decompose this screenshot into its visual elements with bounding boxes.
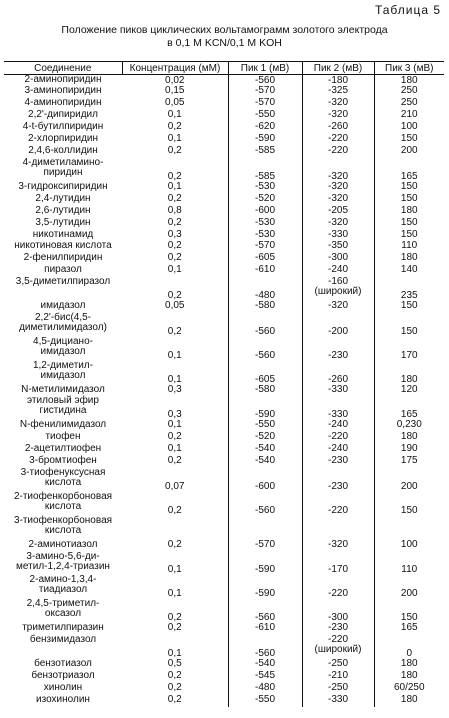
cell-compound: бензимидазол: [29, 634, 97, 646]
header-compound: Соединение: [4, 62, 122, 75]
cell-peak-2: -260: [302, 122, 374, 134]
cell-peak-2: -320: [302, 182, 374, 194]
cell-peak-1: -520: [228, 194, 302, 206]
cell-peak-3: 175: [374, 456, 444, 468]
cell-compound: 3-тиофенуксусная кислота: [20, 467, 106, 489]
cell-peak-3: 60/250: [374, 683, 444, 695]
table-row: [4, 695, 444, 707]
cell-peak-3: 180: [374, 75, 444, 87]
cell-peak-1: -590: [228, 134, 302, 146]
cell-compound: 3-амино-5,6-ди- метил-1,2,4-триазин: [16, 550, 110, 572]
cell-peak-3: 150: [374, 134, 444, 146]
cell-peak-1: -530: [228, 182, 302, 194]
cell-peak-3: 150: [374, 182, 444, 194]
cell-concentration: 0,1: [167, 109, 182, 121]
cell-peak-3: 150: [374, 230, 444, 242]
cell-compound: 2-тиофенкорбоновая кислота: [13, 490, 113, 512]
cell-compound: никотинамид: [32, 228, 94, 240]
cell-peak-3: 170: [374, 337, 444, 361]
cell-peak-3: 250: [374, 98, 444, 110]
table-row: [4, 683, 444, 695]
cell-peak-2: -320: [302, 110, 374, 122]
cell-compound: 2,2'-бис(4,5- диметилимидазол): [19, 311, 107, 333]
cell-concentration: 0,8: [167, 204, 182, 216]
cell-peak-1: -620: [228, 122, 302, 134]
cell-peak-2: -220: [302, 146, 374, 158]
cell-concentration: 0,1: [167, 133, 182, 145]
table-row: [4, 671, 444, 683]
cell-peak-1: -550: [228, 695, 302, 707]
cell-peak-1: [228, 516, 302, 540]
cell-peak-1: -560: [228, 313, 302, 337]
cell-peak-2: -320: [302, 540, 374, 552]
cell-compound: N-фенилимидазол: [19, 419, 107, 431]
header-row: [4, 62, 444, 75]
cell-peak-3: 200: [374, 575, 444, 599]
cell-peak-3: 180: [374, 432, 444, 444]
cell-compound: имидазол: [40, 300, 86, 312]
table-title: [0, 24, 449, 50]
cell-compound: 2,6-лутидин: [35, 204, 91, 216]
table-row: [4, 540, 444, 552]
cell-compound: изохинолин: [36, 693, 90, 705]
cell-compound: 2,4,6-коллидин: [28, 145, 98, 157]
cell-concentration: 0,2: [167, 121, 182, 133]
cell-concentration: 0,3: [167, 409, 182, 421]
cell-peak-2: -240: [302, 444, 374, 456]
title-line-1: Положение пиков циклических вольтамограмм золотого электрода: [61, 24, 388, 36]
cell-peak-2: -210: [302, 671, 374, 683]
cell-compound: 2,4,5-триметил- оксазол: [26, 598, 100, 620]
cell-peak-3: 150: [374, 313, 444, 337]
cell-peak-1: -570: [228, 540, 302, 552]
cell-peak-3: 150: [374, 218, 444, 230]
cell-peak-1: -540: [228, 659, 302, 671]
cell-compound: 2-аминопиридин: [24, 74, 102, 85]
table-row: [4, 396, 444, 420]
cell-peak-2: -330: [302, 396, 374, 420]
cell-peak-2: -250: [302, 683, 374, 695]
table-row: [4, 337, 444, 361]
cell-peak-1: -570: [228, 98, 302, 110]
cell-peak-3: 180: [374, 361, 444, 385]
table-row: [4, 635, 444, 659]
cell-peak-1: -590: [228, 396, 302, 420]
cell-concentration: 0,05: [165, 97, 185, 109]
cell-concentration: 0,2: [167, 252, 182, 264]
cell-concentration: 0,2: [167, 538, 182, 550]
cell-peak-1: -610: [228, 265, 302, 277]
table-row: [4, 468, 444, 492]
cell-peak-3: 235: [374, 277, 444, 301]
cell-concentration: 0,3: [167, 383, 182, 395]
cell-peak-2: -160 (широкий): [302, 277, 374, 301]
cell-peak-2: -220 (широкий): [302, 635, 374, 659]
cell-concentration: 0,2: [167, 504, 182, 516]
cell-compound: никотиновая кислота: [14, 240, 112, 252]
cell-compound: 2-фенилпиридин: [23, 252, 103, 264]
cell-peak-1: -560: [228, 492, 302, 516]
cell-concentration: 0,2: [167, 622, 182, 634]
cell-concentration: 0,1: [167, 564, 182, 576]
table-row: [4, 277, 444, 301]
table-row: [4, 492, 444, 516]
header-peak-3: Пик 3 (мВ): [374, 62, 444, 75]
cell-peak-2: -200: [302, 313, 374, 337]
cell-peak-3: 200: [374, 468, 444, 492]
cell-concentration: 0,1: [167, 443, 182, 455]
table-row: [4, 552, 444, 576]
cell-concentration: 0,2: [167, 681, 182, 693]
cell-peak-3: 140: [374, 265, 444, 277]
cell-compound: 3-бромтиофен: [29, 455, 97, 467]
cell-peak-2: -320: [302, 301, 374, 313]
header-peak-2: Пик 2 (мВ): [302, 62, 374, 75]
cell-concentration: 0,1: [167, 264, 182, 276]
cell-peak-3: 150: [374, 194, 444, 206]
table-row: [4, 182, 444, 194]
cell-peak-1: -520: [228, 432, 302, 444]
cell-concentration: 0,2: [167, 216, 182, 228]
cell-compound: 2-хлорпиридин: [27, 133, 99, 145]
table-row: [4, 659, 444, 671]
table-row: [4, 599, 444, 623]
cell-peak-1: -580: [228, 385, 302, 397]
cell-peak-2: -250: [302, 659, 374, 671]
cell-peak-3: 120: [374, 385, 444, 397]
cell-peak-2: -220: [302, 134, 374, 146]
cell-peak-2: [302, 516, 374, 540]
cell-peak-1: -605: [228, 253, 302, 265]
cell-peak-2: -350: [302, 241, 374, 253]
table-row: [4, 361, 444, 385]
cell-peak-1: -585: [228, 146, 302, 158]
cell-concentration: 0,2: [167, 240, 182, 252]
cell-compound: 1,2-диметил- имидазол: [32, 359, 94, 381]
cell-concentration: 0,2: [167, 455, 182, 467]
cell-peak-2: -320: [302, 158, 374, 182]
cell-peak-2: -180: [302, 75, 374, 87]
cell-peak-2: -325: [302, 86, 374, 98]
cell-peak-3: 200: [374, 146, 444, 158]
cell-concentration: 0,02: [165, 75, 185, 86]
cell-concentration: [122, 516, 228, 540]
cell-concentration: 0,2: [167, 192, 182, 204]
cell-peak-3: 165: [374, 623, 444, 635]
cell-peak-3: 180: [374, 659, 444, 671]
cell-peak-3: 100: [374, 122, 444, 134]
cell-peak-3: 180: [374, 671, 444, 683]
cell-peak-2: -230: [302, 337, 374, 361]
cell-concentration: 0,1: [167, 349, 182, 361]
cell-peak-3: 210: [374, 110, 444, 122]
cell-peak-1: -570: [228, 241, 302, 253]
cell-peak-2: -240: [302, 265, 374, 277]
cell-peak-2: -330: [302, 695, 374, 707]
cell-compound: 4-t-бутилпиридин: [22, 121, 104, 133]
cell-concentration: 0,07: [165, 480, 185, 492]
title-line-2: в 0,1 М KCN/0,1 М KOH: [167, 37, 282, 49]
cell-compound: 4-аминопиридин: [24, 97, 102, 109]
cell-peak-1: -570: [228, 86, 302, 98]
cell-peak-1: -560: [228, 599, 302, 623]
cell-compound: бензотриазол: [31, 669, 95, 681]
cell-concentration: 0,1: [167, 419, 182, 431]
cell-peak-2: -330: [302, 385, 374, 397]
cell-peak-1: -540: [228, 444, 302, 456]
table-row: [4, 516, 444, 540]
header-concentration: Концентрация (мМ): [122, 62, 228, 75]
cell-peak-1: -480: [228, 277, 302, 301]
cell-compound: этиловый эфир гистидина: [27, 395, 99, 417]
cell-peak-3: 180: [374, 695, 444, 707]
cell-peak-3: 180: [374, 206, 444, 218]
cell-concentration: 0,1: [167, 373, 182, 385]
cell-concentration: 0,2: [167, 669, 182, 681]
table-row: [4, 206, 444, 218]
cell-peak-3: 110: [374, 552, 444, 576]
cell-compound: бензотиазол: [34, 657, 92, 669]
cell-concentration: 0,2: [167, 693, 182, 705]
cell-peak-1: -590: [228, 552, 302, 576]
table-row: [4, 218, 444, 230]
cell-compound: триметилпиразин: [22, 622, 104, 634]
cell-peak-3: 100: [374, 540, 444, 552]
cell-peak-1: -550: [228, 110, 302, 122]
cell-peak-2: -240: [302, 420, 374, 432]
cell-peak-3: 190: [374, 444, 444, 456]
cell-compound: 3,5-диметилпиразол: [15, 276, 111, 288]
cell-peak-2: -260: [302, 361, 374, 385]
cell-concentration: 0,1: [167, 647, 182, 659]
cell-peak-1: -550: [228, 420, 302, 432]
cell-peak-1: -590: [228, 575, 302, 599]
peaks-table: [4, 61, 444, 707]
cell-concentration: 0,2: [167, 170, 182, 182]
cell-peak-2: -230: [302, 456, 374, 468]
cell-concentration: 0,3: [167, 228, 182, 240]
cell-peak-1: -610: [228, 623, 302, 635]
cell-peak-3: [374, 516, 444, 540]
cell-peak-1: -530: [228, 230, 302, 242]
cell-peak-1: -480: [228, 683, 302, 695]
cell-compound: 3,5-лутидин: [35, 216, 91, 228]
cell-compound: хинолин: [43, 681, 83, 693]
table-body: [4, 75, 444, 707]
cell-peak-2: -230: [302, 468, 374, 492]
cell-compound: тиофен: [45, 431, 81, 443]
cell-peak-2: -330: [302, 230, 374, 242]
cell-concentration: 0,2: [167, 325, 182, 337]
cell-peak-3: 0: [374, 635, 444, 659]
header-peak-1: Пик 1 (мВ): [228, 62, 302, 75]
cell-compound: 2-ацетилтиофен: [24, 443, 102, 455]
cell-peak-1: -600: [228, 468, 302, 492]
cell-compound: 4-диметиламино- пиридин: [22, 156, 104, 178]
table-row: [4, 158, 444, 182]
cell-peak-1: -540: [228, 456, 302, 468]
cell-peak-3: 165: [374, 158, 444, 182]
cell-concentration: 0,15: [165, 85, 185, 97]
cell-compound: 3-аминопиридин: [24, 85, 102, 97]
cell-compound: пиразол: [44, 264, 82, 276]
cell-peak-1: -605: [228, 361, 302, 385]
cell-peak-3: 150: [374, 301, 444, 313]
cell-peak-3: 250: [374, 86, 444, 98]
cell-peak-2: -300: [302, 253, 374, 265]
cell-peak-2: -320: [302, 194, 374, 206]
cell-peak-2: -170: [302, 552, 374, 576]
cell-peak-3: 165: [374, 396, 444, 420]
cell-concentration: 0,2: [167, 290, 182, 302]
cell-concentration: 0,2: [167, 145, 182, 157]
cell-peak-1: -560: [228, 337, 302, 361]
cell-concentration: 0,05: [165, 300, 185, 312]
table-label: Таблица 5: [374, 3, 441, 17]
cell-compound: 2,4-лутидин: [35, 192, 91, 204]
cell-concentration: 0,1: [167, 180, 182, 192]
cell-concentration: 0,1: [167, 588, 182, 600]
cell-peak-2: -220: [302, 432, 374, 444]
cell-peak-1: -530: [228, 218, 302, 230]
cell-peak-2: -230: [302, 623, 374, 635]
cell-peak-1: -585: [228, 158, 302, 182]
cell-compound: 3-тиофенкорбоновая кислота: [13, 514, 113, 536]
cell-peak-2: -220: [302, 575, 374, 599]
table-row: [4, 575, 444, 599]
cell-peak-1: -600: [228, 206, 302, 218]
cell-compound: 2-аминотиазол: [28, 538, 98, 550]
cell-peak-1: -545: [228, 671, 302, 683]
cell-peak-1: -560: [228, 75, 302, 87]
table-row: [4, 194, 444, 206]
cell-concentration: 0,2: [167, 431, 182, 443]
cell-compound: 4,5-дициано- имидазол: [33, 335, 93, 357]
table-row: [4, 313, 444, 337]
cell-peak-3: 150: [374, 492, 444, 516]
cell-peak-1: -580: [228, 301, 302, 313]
cell-peak-3: 0,230: [374, 420, 444, 432]
cell-compound: 3-гидроксипиридин: [18, 180, 108, 192]
cell-peak-2: -320: [302, 218, 374, 230]
cell-peak-1: -560: [228, 635, 302, 659]
cell-compound: 2-амино-1,3,4- тиадиазол: [29, 574, 97, 596]
cell-peak-3: 150: [374, 599, 444, 623]
cell-concentration: 0,5: [167, 657, 182, 669]
cell-peak-2: -300: [302, 599, 374, 623]
cell-peak-3: 110: [374, 241, 444, 253]
cell-compound: 2,2'-дипиридил: [28, 109, 98, 121]
cell-peak-2: -205: [302, 206, 374, 218]
cell-compound: N-метилимидазол: [21, 383, 105, 395]
cell-peak-2: -320: [302, 98, 374, 110]
cell-concentration: 0,2: [167, 612, 182, 624]
cell-peak-2: -220: [302, 492, 374, 516]
cell-peak-3: 180: [374, 253, 444, 265]
